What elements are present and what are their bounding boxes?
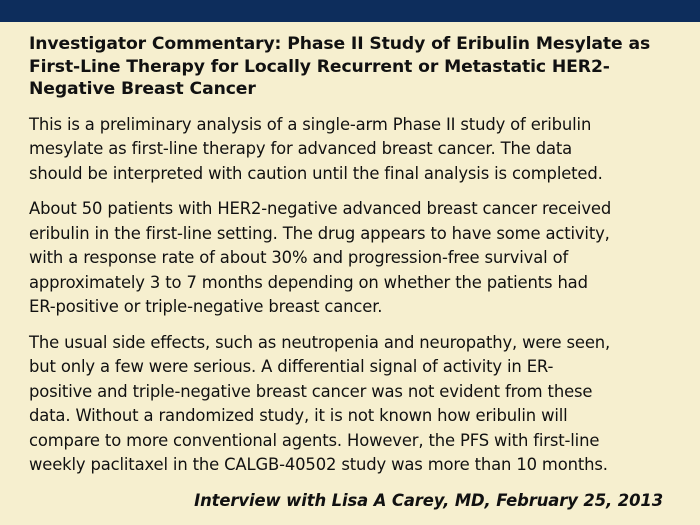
paragraph-line: positive and triple-negative breast cancer was not evident from these xyxy=(29,381,593,401)
commentary-paragraph-3 xyxy=(29,331,679,478)
slide-content xyxy=(29,33,679,513)
paragraph-line: This is a preliminary analysis of a single-arm Phase II study of eribulin xyxy=(29,114,592,134)
paragraph-line: should be interpreted with caution until the final analysis is completed. xyxy=(29,163,603,183)
commentary-paragraph-1 xyxy=(29,113,679,187)
paragraph-line: data. Without a randomized study, it is not known how eribulin will xyxy=(29,406,568,425)
paragraph-line: compare to more conventional agents. However, the PFS with first-line xyxy=(29,430,600,450)
paragraph-line: approximately 3 to 7 months depending on whether the patients had xyxy=(29,272,588,292)
paragraph-line: The usual side effects, such as neutropenia and neuropathy, were seen, xyxy=(29,332,611,352)
header-bar xyxy=(0,0,700,22)
paragraph-line: ER-positive or triple-negative breast cancer. xyxy=(29,297,383,316)
interview-attribution: Interview with Lisa A Carey, MD, February 25, 2013 xyxy=(194,490,663,510)
paragraph-line: mesylate as first-line therapy for advanced breast cancer. The data xyxy=(29,139,573,158)
paragraph-line: with a response rate of about 30% and progression-free survival of xyxy=(29,248,569,267)
commentary-paragraph-2 xyxy=(29,197,679,320)
paragraph-line: About 50 patients with HER2-negative advanced breast cancer received xyxy=(29,199,612,218)
title-line: Negative Breast Cancer xyxy=(29,79,256,99)
paragraph-line: weekly paclitaxel in the CALGB-40502 study was more than 10 months. xyxy=(29,455,608,474)
title-line: Investigator Commentary: Phase II Study of Eribulin Mesylate as xyxy=(29,34,651,54)
slide-title xyxy=(29,33,679,101)
paragraph-line: eribulin in the first-line setting. The drug appears to have some activity, xyxy=(29,223,610,243)
paragraph-line: but only a few were serious. A differential signal of activity in ER- xyxy=(29,357,554,376)
title-line: First-Line Therapy for Locally Recurrent or Metastatic HER2- xyxy=(29,56,610,77)
